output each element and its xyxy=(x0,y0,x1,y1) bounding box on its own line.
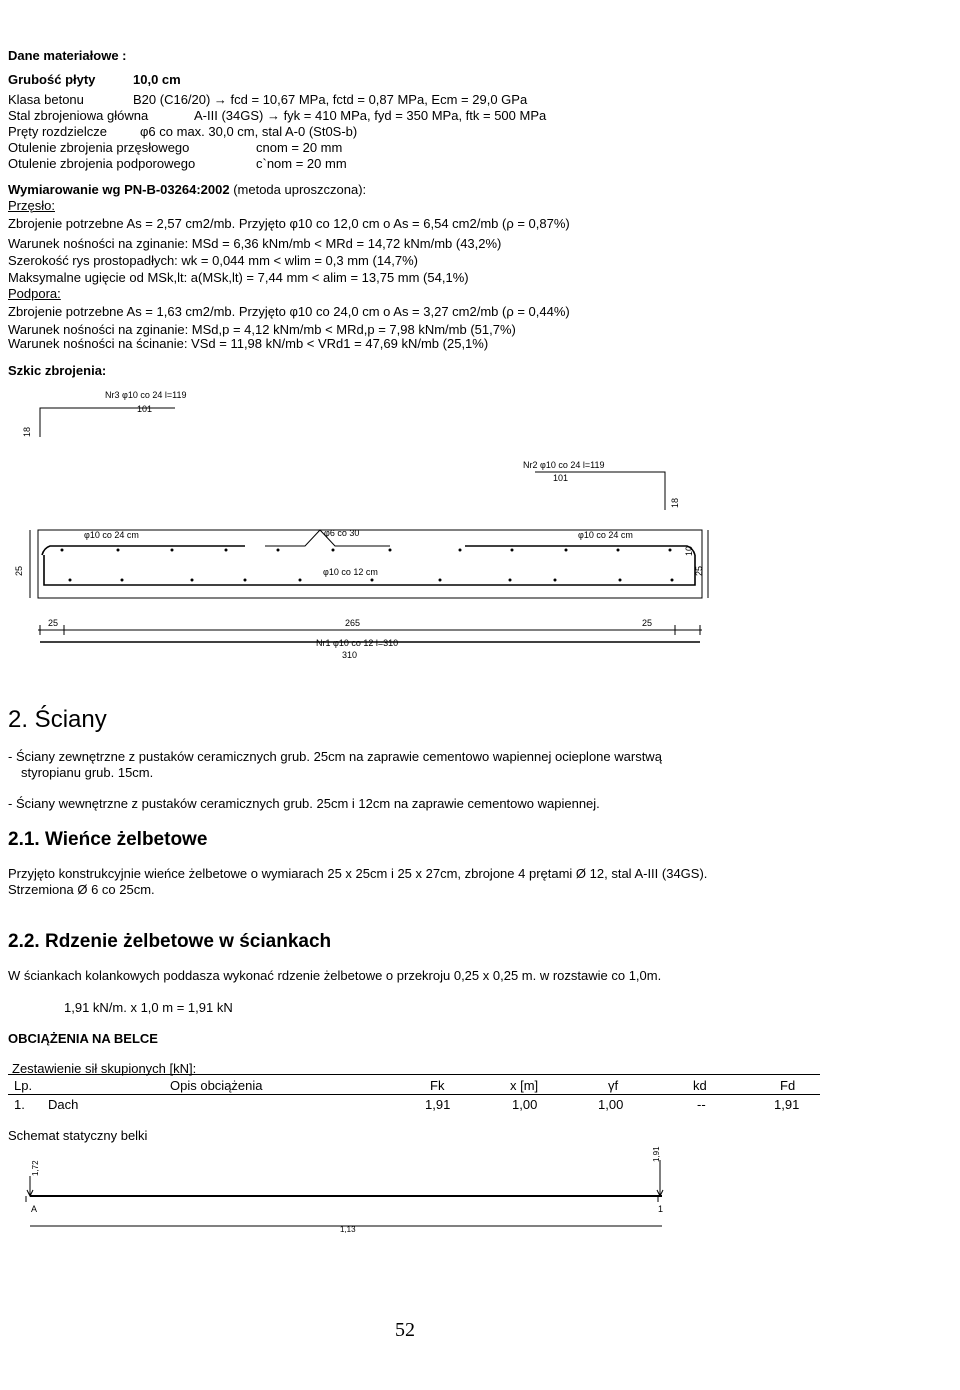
bottom-mid-label: φ10 co 12 cm xyxy=(323,567,378,577)
slab-thickness-label: Grubość płyty xyxy=(8,72,96,87)
row1-fk: 1,91 xyxy=(425,1097,451,1112)
col-desc: Opis obciążenia xyxy=(170,1078,263,1093)
row1-desc: Dach xyxy=(48,1097,79,1112)
reinforcement-sketch xyxy=(0,380,960,670)
cores-text: W ściankach kolankowych poddasza wykonać rdzenie żelbetowe o przekroju 0,25 x 0,25 m. w rozstawie co 1,0m. xyxy=(8,968,662,983)
section-2-heading: 2. Ściany xyxy=(8,706,107,733)
bar2-label: Nr2 φ10 co 24 l=119 xyxy=(523,460,605,470)
main-steel-label: Stal zbrojeniowa główna xyxy=(8,108,149,123)
ring-beams-line-2: Strzemiona Ø 6 co 25cm. xyxy=(8,882,155,897)
loads-heading: OBCIĄŻENIA NA BELCE xyxy=(8,1031,158,1046)
span-cover-value: cnom = 20 mm xyxy=(256,140,343,155)
support-line-2: Warunek nośności na zginanie: MSd,p = 4,12 kNm/mb < MRd,p = 7,98 kNm/mb (51,7%) xyxy=(8,322,516,337)
support-cover-label: Otulenie zbrojenia podporowego xyxy=(8,156,196,171)
top-right-label: φ10 co 24 cm xyxy=(578,530,633,540)
col-kd: kd xyxy=(693,1078,707,1093)
slab-thickness-value: 10,0 cm xyxy=(133,72,181,87)
bar3-shape xyxy=(40,408,175,437)
design-heading xyxy=(8,182,366,198)
top-left-label: φ10 co 24 cm xyxy=(84,530,139,540)
bar2-length: 101 xyxy=(553,473,569,483)
top-right-bar xyxy=(465,546,695,555)
distribution-bars-value: φ6 co max. 30,0 cm, stal A-0 (St0S-b) xyxy=(140,124,358,139)
row1-lp: 1. xyxy=(14,1097,25,1112)
top-left-bar xyxy=(42,546,245,555)
support-heading: Podpora: xyxy=(8,286,61,301)
right-height: 25 xyxy=(694,565,704,576)
row1-gamma: 1,00 xyxy=(598,1097,624,1112)
sketch-title: Szkic zbrojenia: xyxy=(8,363,107,378)
row1-x: 1,00 xyxy=(512,1097,538,1112)
support-b-label: 1 xyxy=(658,1204,664,1214)
design-standard: Wymiarowanie wg PN-B-03264:2002 xyxy=(8,182,230,197)
span-heading: Przęsło: xyxy=(8,198,55,213)
span-line-1: Zbrojenie potrzebne As = 2,57 cm2/mb. Przyjęto φ10 co 12,0 cm o As = 6,54 cm2/mb (ρ = 0,87%) xyxy=(8,216,570,231)
page-number: 52 xyxy=(395,1319,415,1341)
concrete-class-label: Klasa betonu xyxy=(8,92,84,107)
walls-internal: - Ściany wewnętrzne z pustaków ceramicznych grub. 25cm i 12cm na zaprawie cementowo wapiennej. xyxy=(8,796,600,811)
bar3-label: Nr3 φ10 co 24 l=119 xyxy=(105,390,187,400)
dim-mid: 265 xyxy=(345,618,361,628)
bar1-length: 310 xyxy=(342,650,358,660)
walls-external-line-2: styropianu grub. 15cm. xyxy=(21,765,154,780)
left-load-value: 1,72 xyxy=(31,1160,40,1176)
col-gamma: γf xyxy=(608,1078,619,1093)
span-line-3: Szerokość rys prostopadłych: wk = 0,044 mm < wlim = 0,3 mm (14,7%) xyxy=(8,253,419,268)
right-thickness: 10 xyxy=(684,545,694,556)
bar2-height: 18 xyxy=(670,497,680,508)
dim-right: 25 xyxy=(642,618,653,628)
scheme-title: Schemat statyczny belki xyxy=(8,1128,148,1143)
bar1-label: Nr1 φ10 co 12 l=310 xyxy=(316,638,399,648)
span-line-4: Maksymalne ugięcie od MSk,lt: a(MSk,lt) = 7,44 mm < alim = 13,75 mm (54,1%) xyxy=(8,270,469,285)
loads-table-title: Zestawienie sił skupionych [kN]: xyxy=(12,1061,197,1076)
static-scheme xyxy=(0,1140,700,1240)
top-mid-label: φ6 co 30 xyxy=(324,528,360,538)
materials-title: Dane materiałowe : xyxy=(8,48,127,63)
span-length: 1,13 xyxy=(340,1225,356,1234)
support-line-1: Zbrojenie potrzebne As = 1,63 cm2/mb. Przyjęto φ10 co 24,0 cm o As = 3,27 cm2/mb (ρ = 0,44%) xyxy=(8,304,570,319)
cores-load: 1,91 kN/m. x 1,0 m = 1,91 kN xyxy=(64,1000,233,1015)
col-fd: Fd xyxy=(780,1078,796,1093)
span-line-2: Warunek nośności na zginanie: MSd = 6,36 kNm/mb < MRd = 14,72 kNm/mb (43,2%) xyxy=(8,236,502,251)
section-2-1-heading: 2.1. Wieńce żelbetowe xyxy=(8,829,208,850)
left-height: 25 xyxy=(14,565,24,576)
bar3-length: 101 xyxy=(137,404,153,414)
support-cover-value: c`nom = 20 mm xyxy=(256,156,347,171)
walls-external-line-1: - Ściany zewnętrzne z pustaków ceramicznych grub. 25cm na zaprawie cementowo wapiennej ocieplone warstwą xyxy=(8,749,662,764)
ring-beams-line-1: Przyjęto konstrukcyjnie wieńce żelbetowe o wymiarach 25 x 25cm i 25 x 27cm, zbrojone 4 prętami Ø 12, stal A-III (34GS). xyxy=(8,866,708,881)
table-header-rule xyxy=(8,1094,820,1095)
col-fk: Fk xyxy=(430,1078,445,1093)
row1-kd: -- xyxy=(697,1097,706,1112)
span-cover-label: Otulenie zbrojenia przęsłowego xyxy=(8,140,190,155)
col-lp: Lp. xyxy=(14,1078,33,1093)
table-top-rule xyxy=(8,1074,820,1075)
right-load-value: 1,91 xyxy=(652,1146,661,1162)
row1-fd: 1,91 xyxy=(774,1097,800,1112)
main-steel-value: A-III (34GS) → fyk = 410 MPa, fyd = 350 MPa, ftk = 500 MPa xyxy=(194,108,547,123)
slab-outline xyxy=(38,530,702,598)
bar3-height: 18 xyxy=(22,426,32,437)
col-x: x [m] xyxy=(510,1078,539,1093)
design-method: (metoda uproszczona): xyxy=(229,182,367,197)
concrete-class-value: B20 (C16/20) → fcd = 10,67 MPa, fctd = 0,87 MPa, Ecm = 29,0 GPa xyxy=(133,92,528,107)
dim-left: 25 xyxy=(48,618,59,628)
support-line-3: Warunek nośności na ścinanie: VSd = 11,98 kN/mb < VRd1 = 47,69 kN/mb (25,1%) xyxy=(8,336,489,351)
distribution-bars-label: Pręty rozdzielcze xyxy=(8,124,107,139)
section-2-2-heading: 2.2. Rdzenie żelbetowe w ściankach xyxy=(8,931,332,952)
support-a-label: A xyxy=(31,1204,38,1214)
